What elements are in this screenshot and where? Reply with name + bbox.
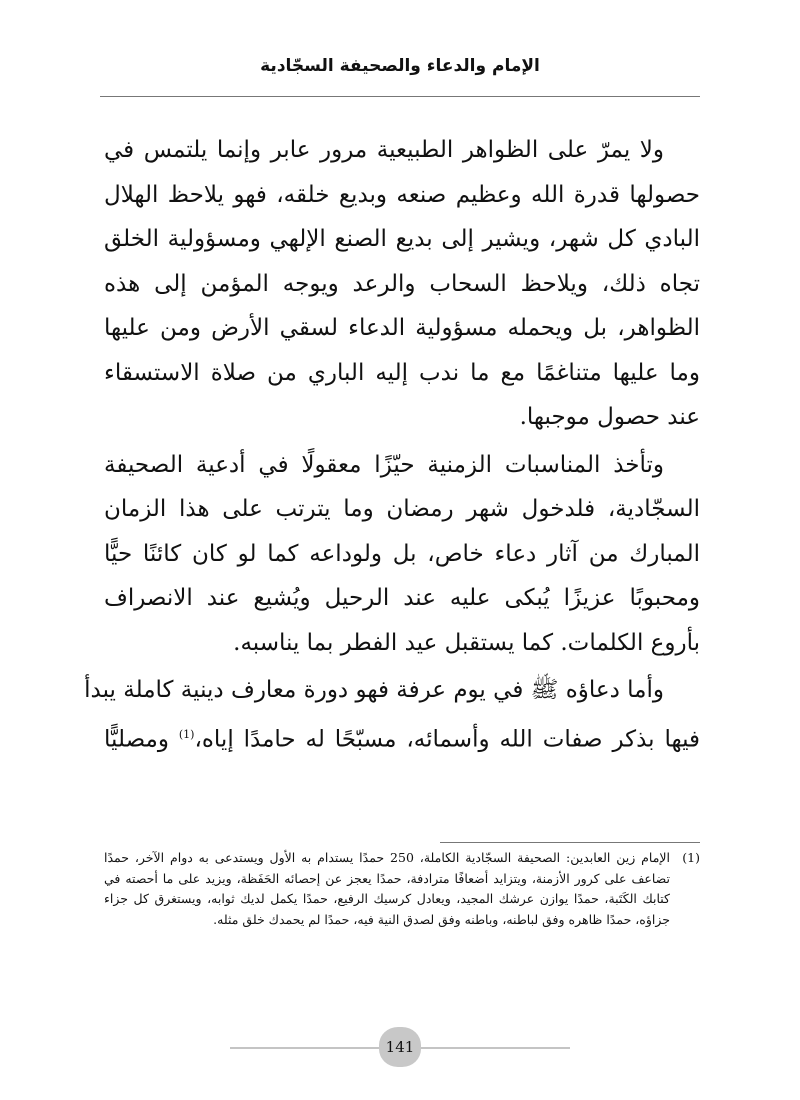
text-segment: ومصليًّا: [104, 726, 169, 753]
text-line: [104, 713, 700, 758]
text-segment: فيها بذكر صفات الله وأسمائه، مسبّحًا له حامدًا إياه،: [194, 726, 701, 753]
text-line: المبارك من آثار دعاء خاص، بل ولوداعه كما لو كان كائنًا حيًّا: [104, 540, 700, 567]
footnote-divider: [440, 842, 700, 843]
running-header-title: الإمام والدعاء والصحيفة السجّادية: [260, 56, 540, 76]
text-line: وأما دعاؤه ﷺ في يوم عرفة فهو دورة معارف دينية كاملة يبدأ: [84, 677, 664, 703]
text-line: بأروع الكلمات. كما يستقبل عيد الفطر بما يناسبه.: [233, 629, 700, 656]
text-line: الظواهر، بل ويحمله مسؤولية الدعاء لسقي الأرض ومن عليها: [104, 315, 700, 341]
paragraph-3: [84, 668, 701, 757]
text-line: عند حصول موجبها.: [519, 404, 700, 430]
text-line: البادي كل شهر، ويشير إلى بديع الصنع الإلهي ومسؤولية الخلق: [104, 226, 700, 252]
paragraph-2: [104, 443, 700, 666]
header-divider: [100, 96, 700, 97]
footnote-text: الإمام زين العابدين: الصحيفة السجّادية الكاملة، 250 حمدًا يستدام به الأول ويستدعى به دوام الآخر، حمدًا تضاعف على كرور الأزمنة، ويتزايد أضعافًا مترادفة، حمدًا يعجز عن إحصائه الحَفَظة، ويزيد على ما أحصته في كتابك الكَتَبة، حمدًا يوازن عرشك المجيد، ويعادل كرسيك الرفيع، حمدًا يكمل لديك ثوابه، ويستغرق كل جزاء جزاؤه، حمدًا ظاهره وفق لباطنه، وباطنه وفق لصدق النية فيه، حمدًا لم يحمدك خلق مثله.: [104, 850, 670, 927]
paragraph-1: [104, 128, 700, 440]
text-line: وما عليها متناغمًا مع ما ندب إليه الباري من صلاة الاستسقاء: [104, 359, 700, 386]
footnote: [104, 848, 700, 930]
text-line: حصولها قدرة الله وعظيم صنعه وبديع خلقه، فهو يلاحظ الهلال: [104, 181, 700, 208]
footnote-reference[interactable]: (1): [178, 727, 195, 741]
text-line: ومحبوبًا عزيزًا يُبكى عليه عند الرحيل ويُشيع عند الانصراف: [104, 585, 700, 611]
body-text: [84, 128, 701, 760]
text-line: ولا يمرّ على الظواهر الطبيعية مرور عابر وإنما يلتمس في: [104, 137, 664, 163]
page-number: 141: [379, 1027, 421, 1067]
text-line: تجاه ذلك، ويلاحظ السحاب والرعد ويوجه المؤمن إلى هذه: [104, 270, 700, 297]
text-line: السجّادية، فلدخول شهر رمضان وما يترتب على هذا الزمان: [104, 496, 700, 522]
footnote-number: (1): [682, 850, 700, 865]
text-line: وتأخذ المناسبات الزمنية حيّزًا معقولًا في أدعية الصحيفة: [104, 451, 664, 478]
